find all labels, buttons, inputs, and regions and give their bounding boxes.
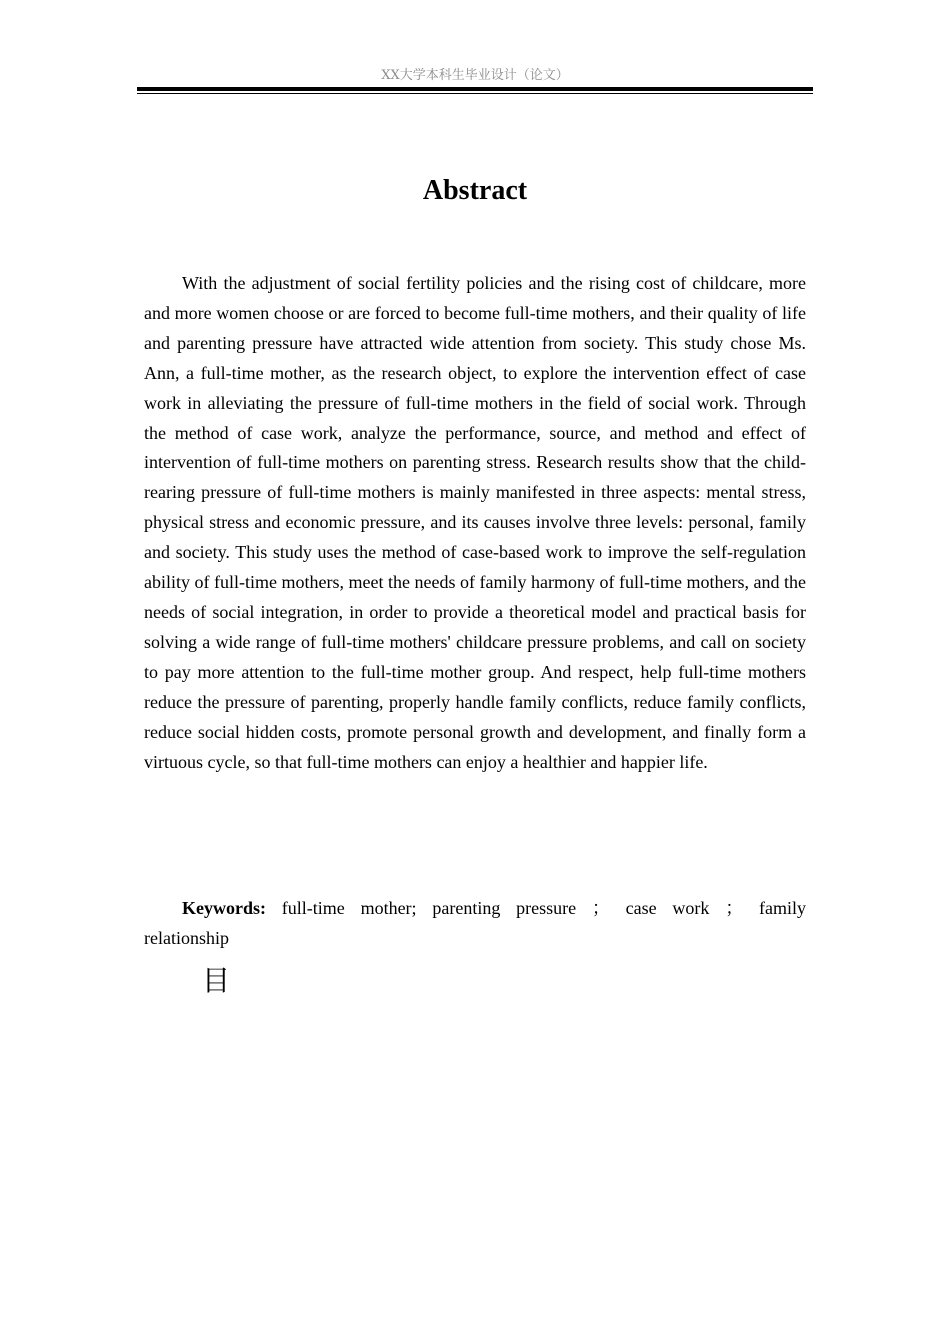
header-title: XX大学本科生毕业设计（论文） bbox=[381, 68, 569, 83]
keywords-label: Keywords: bbox=[182, 898, 266, 918]
abstract-title: Abstract bbox=[422, 175, 528, 206]
header-rule-thick bbox=[137, 87, 813, 91]
page-header bbox=[137, 68, 813, 98]
header-rule-thin bbox=[137, 93, 813, 94]
toc-heading: 目 bbox=[202, 964, 231, 997]
keywords-paragraph bbox=[144, 894, 806, 954]
keywords-value: full-time mother; parenting pressure ； case work ； family relationship bbox=[144, 898, 806, 948]
abstract-body: With the adjustment of social fertility policies and the rising cost of childcare, more and more women choose or are forced to become full-time mothers, and their quality of life and parenting pressure have attracted wide attention from society. This study chose Ms. Ann, a full-time mother, as the research object, to explore the intervention effect of case work in alleviating the pressure of full-time mothers in the field of social work. Through the method of case work, analyze the performance, source, and method and effect of intervention of full-time mothers on parenting stress. Research results show that the child-rearing pressure of full-time mothers is mainly manifested in three aspects: mental stress, physical stress and economic pressure, and its causes involve three levels: personal, family and society. This study uses the method of case-based work to improve the self-regulation ability of full-time mothers, meet the needs of family harmony of full-time mothers, and the needs of social integration, in order to provide a theoretical model and practical basis for solving a wide range of full-time mothers' childcare pressure problems, and call on society to pay more attention to the full-time mother group. And respect, help full-time mothers reduce the pressure of parenting, properly handle family conflicts, reduce family conflicts, reduce social hidden costs, promote personal growth and development, and finally form a virtuous cycle, so that full-time mothers can enjoy a healthier and happier life. bbox=[144, 273, 806, 772]
